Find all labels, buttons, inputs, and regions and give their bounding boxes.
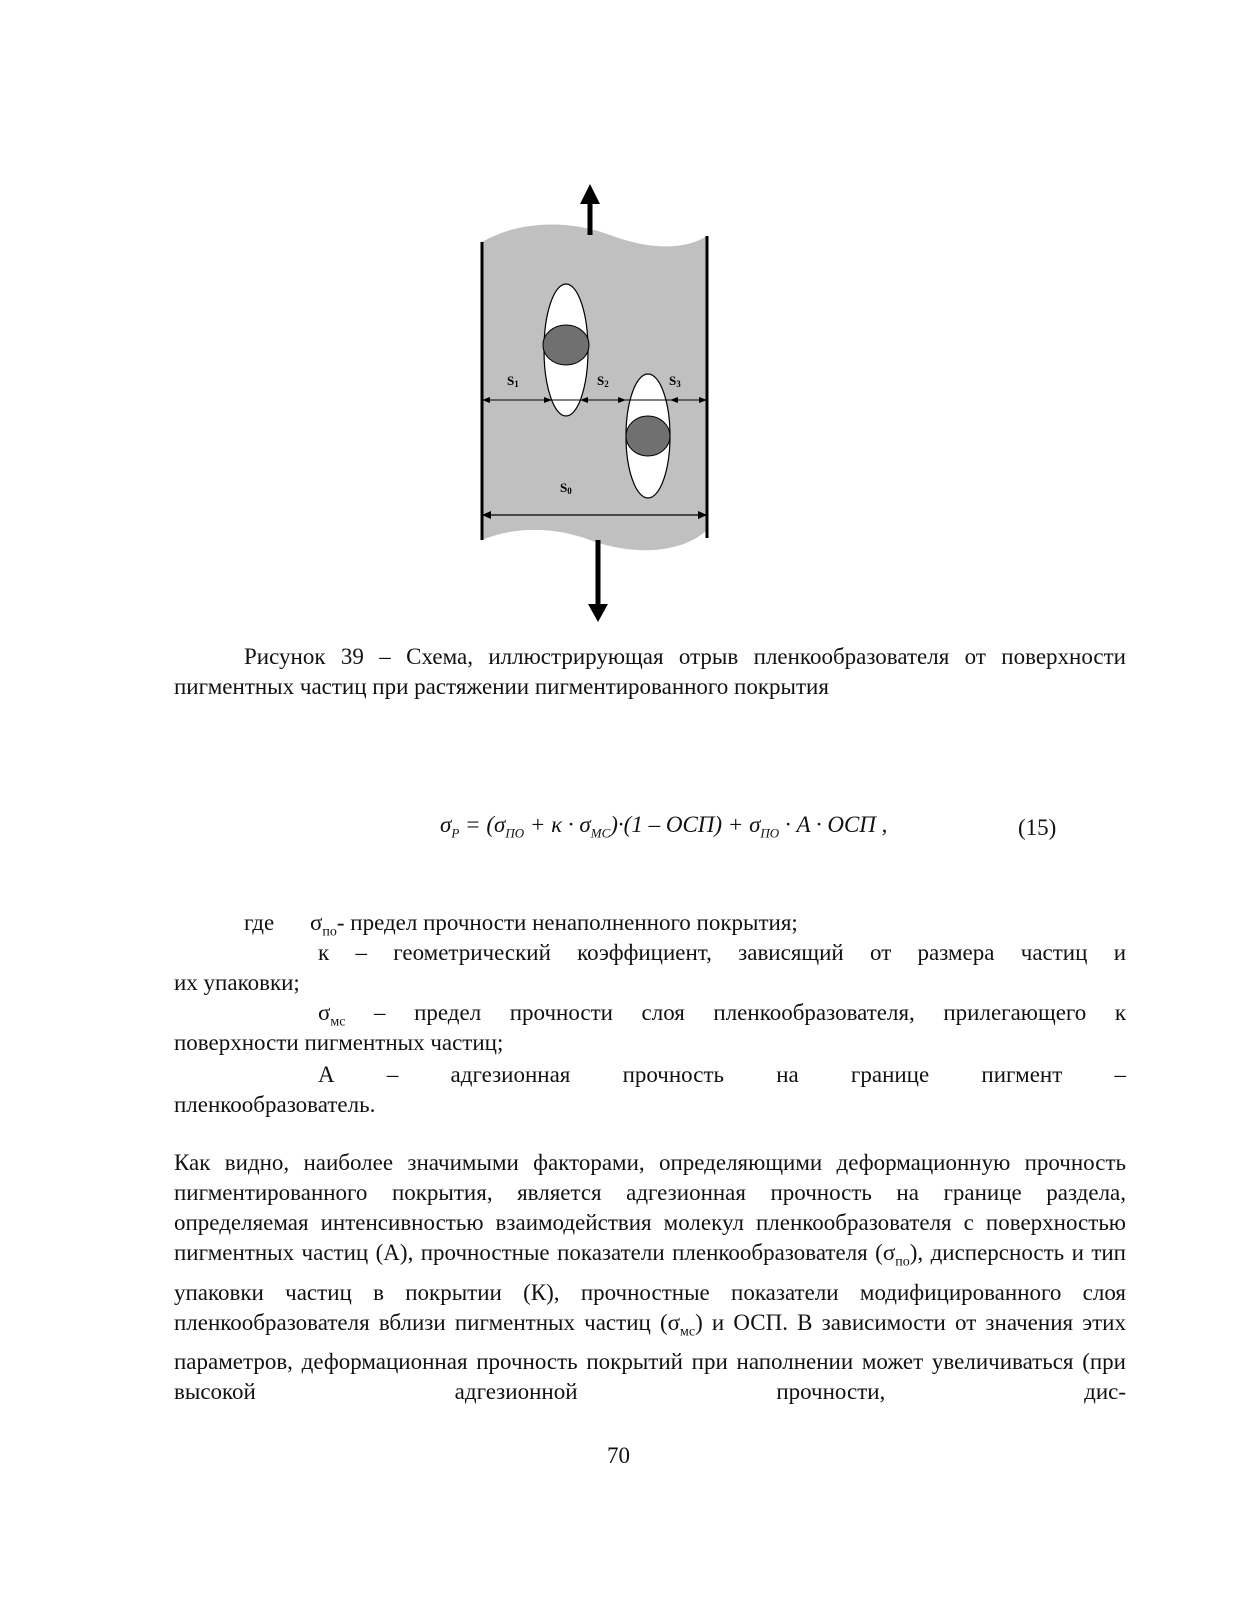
figure-caption [174,642,1126,702]
figure-39-diagram [470,180,720,625]
bottom-arrow-head [588,604,608,622]
formula-15: $\sigma_P = (\sigma_{ПО} + \kappa \cdot \sigma_{МС})\cdot(1 - ОСП) + \sigma_{ПО} \cdot A$ · ОСП , [440,812,888,841]
equation-number: (15) [1018,815,1057,840]
label-s3: S3 [669,373,681,389]
lower-particle [626,416,670,456]
def-sigma-po: где $\sigma_{по}-$ предел прочности ненаполненного покрытия; [244,910,798,940]
body-paragraph: Как видно, наиболее значимыми факторами, определяющими деформационную прочность пигментированного покрытия, является адгезионная прочность на границе раздела, определяемая интенсивностью взаимодействия молекул пленкообразователя с поверхностью пигментных частиц (А), прочностные показатели пленкообразователя $(\sigma_{по})$, дисперсность и тип упаковки частиц в покрытии (К), прочностные показатели модифицированного слоя пленкообразователя вблизи пигментных частиц $(\sigma_{мс})$ и ОСП. В зависимости от значения этих параметров, деформационная прочность покрытий при наполнении может увеличиваться (при высокой адгезионной прочности, дис- [174,1150,1126,1405]
def-k-line1: к – геометрический коэффициент, зависящий от размера частиц и [318,940,1126,965]
label-s2: S2 [597,373,609,389]
label-s0: S0 [560,480,572,496]
def-a-line1: А – адгезионная прочность на границе пигмент – [318,1062,1126,1087]
top-arrow-head [580,184,600,204]
def-k-line2: их упаковки; [174,970,300,995]
def-a-line2: пленкообразователь. [174,1092,376,1117]
def-sigma-mc-line1: $\sigma_{мс}$ – предел прочности слоя пленкообразователя, прилегающего к [318,1000,1126,1030]
caption-text: Рисунок 39 – Схема, иллюстрирующая отрыв пленкообразователя от поверхности пигментных частиц при растяжении пигментированного покрытия [174,644,1126,699]
upper-particle [543,325,589,365]
label-s1: S1 [507,373,519,389]
page-number: 70 [607,1443,630,1468]
def-sigma-mc-line2: поверхности пигментных частиц; [174,1030,504,1055]
